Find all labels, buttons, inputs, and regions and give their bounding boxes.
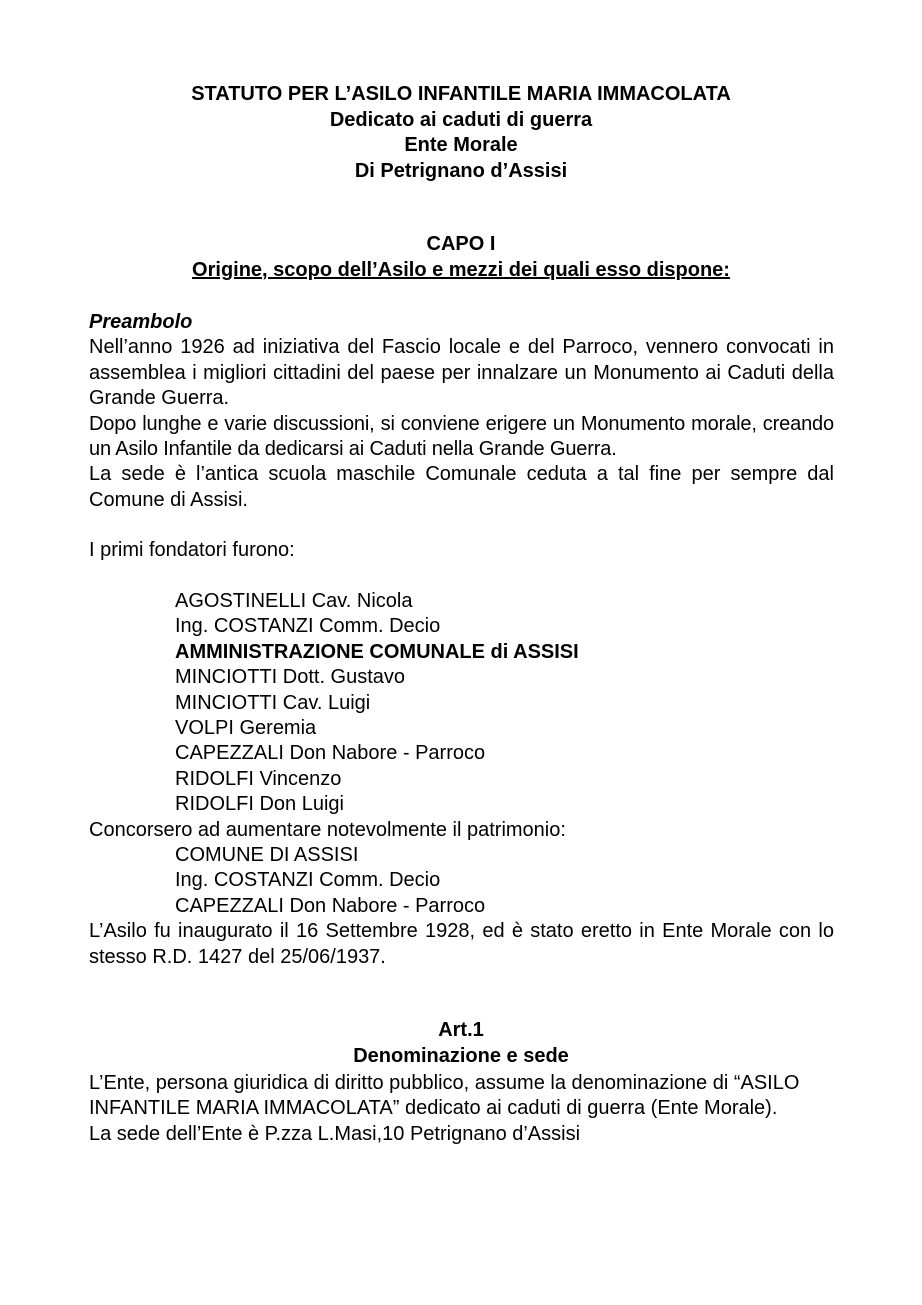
list-item: Ing. COSTANZI Comm. Decio bbox=[175, 615, 441, 638]
title-line-2: Dedicato ai caduti di guerra bbox=[329, 108, 593, 131]
list-item: MINCIOTTI Cav. Luigi bbox=[175, 691, 371, 714]
chapter-label: CAPO I bbox=[426, 233, 496, 255]
document-title bbox=[0, 82, 922, 184]
list-item: VOLPI Geremia bbox=[175, 717, 317, 740]
founders-section bbox=[89, 538, 834, 563]
preamble-heading: Preambolo bbox=[89, 311, 193, 333]
list-item: CAPEZZALI Don Nabore - Parroco bbox=[175, 742, 486, 765]
inauguration-paragraph: L’Asilo fu inaugurato il 16 Settembre 1928, ed è stato eretto in Ente Morale con lo stesso R.D. 1427 del 25/06/1937. bbox=[89, 920, 834, 968]
chapter-subtitle: Origine, scopo dell’Asilo e mezzi dei quali esso dispone: bbox=[192, 258, 730, 281]
preamble-paragraph-3: La sede è l’antica scuola maschile Comunale ceduta a tal fine per sempre dal Comune di Assisi. bbox=[89, 463, 834, 511]
list-item: MINCIOTTI Dott. Gustavo bbox=[175, 666, 406, 689]
title-line-3: Ente Morale bbox=[404, 134, 518, 156]
list-item: COMUNE DI ASSISI bbox=[175, 844, 359, 867]
preamble-section bbox=[89, 310, 834, 513]
article-heading bbox=[0, 1018, 922, 1069]
preamble-paragraph-1: Nell’anno 1926 ad iniziativa del Fascio locale e del Parroco, vennero convocati in assemblea i migliori cittadini del paese per innalzare un Monumento ai Caduti della Grande Guerra. bbox=[89, 336, 834, 410]
list-item: AGOSTINELLI Cav. Nicola bbox=[175, 590, 413, 612]
title-line-1: STATUTO PER L’ASILO INFANTILE MARIA IMMACOLATA bbox=[191, 83, 731, 105]
article-1-body bbox=[89, 1071, 834, 1147]
list-item: RIDOLFI Vincenzo bbox=[175, 767, 342, 790]
founders-list bbox=[89, 589, 834, 970]
article-label: Art.1 bbox=[438, 1019, 484, 1041]
article-paragraph-1: L’Ente, persona giuridica di diritto pubblico, assume la denominazione di “ASILO INFANTILE MARIA IMMACOLATA” dedicato ai caduti di guerra (Ente Morale). bbox=[89, 1072, 800, 1120]
contributors-intro: Concorsero ad aumentare notevolmente il patrimonio: bbox=[89, 818, 566, 841]
list-item: AMMINISTRAZIONE COMUNALE di ASSISI bbox=[175, 640, 579, 663]
chapter-heading bbox=[0, 232, 922, 283]
article-paragraph-2: La sede dell’Ente è P.zza L.Masi,10 Petrignano d’Assisi bbox=[89, 1122, 581, 1145]
founders-intro: I primi fondatori furono: bbox=[89, 539, 295, 561]
list-item: CAPEZZALI Don Nabore - Parroco bbox=[175, 894, 486, 917]
preamble-paragraph-2: Dopo lunghe e varie discussioni, si conviene erigere un Monumento morale, creando un Asilo Infantile da dedicarsi ai Caduti nella Grande Guerra. bbox=[89, 412, 834, 461]
title-line-4: Di Petrignano d’Assisi bbox=[354, 159, 568, 182]
article-title: Denominazione e sede bbox=[353, 1044, 569, 1067]
list-item: RIDOLFI Don Luigi bbox=[175, 793, 344, 816]
list-item: Ing. COSTANZI Comm. Decio bbox=[175, 869, 441, 892]
